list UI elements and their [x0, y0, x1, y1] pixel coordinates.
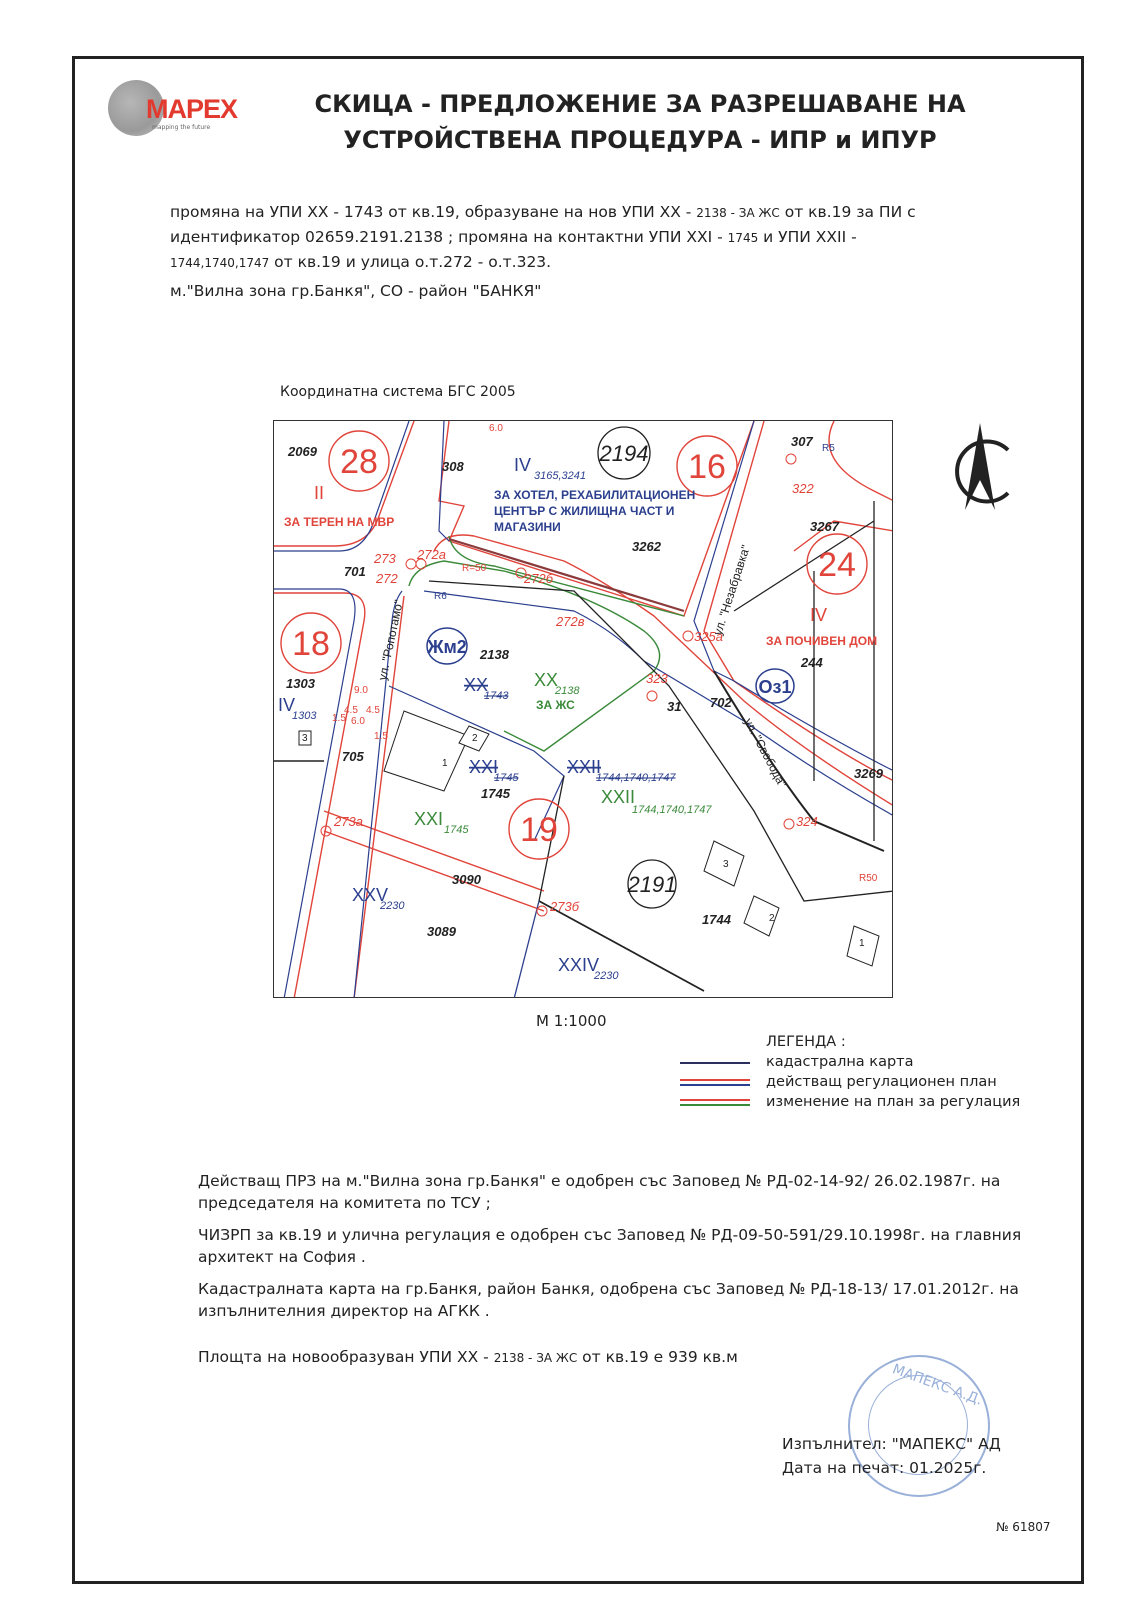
map-svg	[274, 421, 893, 998]
street-name: ул. "Незабравка"	[710, 543, 753, 637]
cadastre-line	[539, 901, 704, 991]
upi-use: ЗА ПОЧИВЕН ДОМ	[766, 634, 878, 648]
radius-label: R5	[822, 443, 835, 454]
note: Кадастралната карта на гр.Банкя, район Банкя, одобрена със Заповед № РД-18-13/ 17.01.2012г. на изпълнителния директор на АГКК .	[198, 1280, 1019, 1320]
dim-label: R=50	[462, 563, 487, 574]
upi-label: IV	[278, 695, 296, 715]
upi-sub: 2230	[380, 900, 405, 912]
building-number: 2	[472, 733, 478, 744]
upi-sub-old: 1743	[484, 690, 509, 702]
parcel-number: 244	[801, 655, 823, 670]
upi-use: ЗА ЖС	[536, 698, 575, 712]
dim-label: 4.5	[344, 705, 358, 716]
parcel-number: 3089	[427, 924, 456, 939]
upi-label: IV	[514, 455, 532, 475]
point-label: 324	[796, 814, 818, 829]
cadastral-map	[273, 420, 893, 998]
upi-sub-new: 2138	[555, 685, 580, 697]
parcel-number: 2069	[288, 444, 317, 459]
parcel-number: 308	[442, 459, 464, 474]
legend	[680, 1032, 1020, 1112]
upi-sub: 1303	[292, 710, 317, 722]
upi-label-old: XXII	[567, 757, 602, 777]
document-number: № 61807	[996, 1520, 1051, 1534]
logo-tagline: mapping the future	[152, 124, 211, 131]
point-label: 323	[646, 671, 668, 686]
dim-label: 1.5	[332, 713, 346, 724]
legend-item	[680, 1052, 1020, 1072]
dim-label: 1.5	[374, 731, 388, 742]
point-label: 273	[374, 551, 396, 566]
area-text: 2138 - ЗА ЖС	[493, 1351, 578, 1365]
street-name: ул. "Свобода"	[741, 715, 790, 790]
point-marker	[647, 691, 657, 701]
area-statement	[198, 1348, 738, 1366]
area-text: от кв.19 е 939 кв.м	[577, 1348, 738, 1366]
dim-label: 4.5	[366, 705, 380, 716]
intro-text: 1745	[727, 231, 759, 245]
intro-text: 1744,1740,1747	[170, 256, 270, 270]
cadastre-number: 2194	[599, 441, 649, 466]
point-label: 272	[376, 571, 398, 586]
intro-text: 2138 - ЗА ЖС	[696, 206, 780, 220]
upi-label: IV	[810, 605, 828, 625]
upi-sub-new: 1744,1740,1747	[632, 804, 712, 816]
parcel-number: 1744	[702, 912, 731, 927]
point-label: 273б	[550, 899, 580, 914]
legend-label: кадастрална карта	[766, 1054, 914, 1070]
green-line	[504, 671, 654, 751]
dim-label: R50	[859, 873, 878, 884]
parcel-number: 3267	[810, 519, 839, 534]
executor-info	[782, 1432, 1001, 1480]
street-line	[829, 421, 893, 501]
approval-notes	[198, 1170, 1078, 1332]
zone-label: Оз1	[758, 677, 792, 697]
building-number: 3	[302, 733, 308, 744]
upi-use: ЦЕНТЪР С ЖИЛИЩНА ЧАСТ И	[494, 504, 675, 518]
print-date: Дата на печат: 01.2025г.	[782, 1459, 987, 1477]
intro-text: идентификатор 02659.2191.2138 ; промяна на контактни УПИ ХХI -	[170, 228, 728, 246]
title-line-2: УСТРОЙСТВЕНА ПРОЦЕДУРА - ИПР и ИПУР	[343, 126, 937, 154]
parcel-number: 3262	[632, 539, 661, 554]
upi-use: ЗА ТЕРЕН НА МВР	[284, 515, 395, 529]
point-label: 272в	[556, 614, 585, 629]
parcel-number: 1303	[286, 676, 315, 691]
legend-item	[680, 1092, 1020, 1112]
point-label: 272а	[417, 547, 446, 562]
legend-label: действащ регулационен план	[766, 1074, 997, 1090]
upi-label-new: XXII	[601, 787, 636, 807]
legend-swatch	[680, 1057, 750, 1067]
radius-label: R6	[434, 591, 447, 602]
legend-title: ЛЕГЕНДА :	[766, 1034, 846, 1050]
note: Действащ ПРЗ на м."Вилна зона гр.Банкя" е одобрен със Заповед № РД-02-14-92/ 26.02.1987г. на председателя на комитета по ТСУ ;	[198, 1172, 1001, 1212]
parcel-number: 3269	[854, 766, 883, 781]
upi-use: ЗА ХОТЕЛ, РЕХАБИЛИТАЦИОНЕН	[494, 488, 696, 502]
map-scale: М 1:1000	[536, 1012, 607, 1030]
dim-label: 6.0	[489, 423, 503, 434]
dim-label: 6.0	[351, 716, 365, 727]
cadastre-lines	[274, 501, 893, 998]
upi-sub-old: 1745	[494, 772, 519, 784]
block-number: 24	[818, 546, 856, 584]
note: ЧИЗРП за кв.19 и улична регулация е одобрен със Заповед № РД-09-50-591/29.10.1998г. на главния архитект на София .	[198, 1226, 1022, 1266]
point-marker	[786, 454, 796, 464]
point-label: 325а	[694, 629, 723, 644]
upi-label-new: XXI	[414, 809, 444, 829]
intro-text: и УПИ ХХII -	[758, 228, 857, 246]
block-number: 16	[688, 448, 726, 486]
zone-label: Жм2	[427, 637, 467, 657]
title-line-1: СКИЦА - ПРЕДЛОЖЕНИЕ ЗА РАЗРЕШАВАНЕ НА	[314, 90, 966, 118]
area-text: Площта на новообразуван УПИ ХХ -	[198, 1348, 494, 1366]
building-number: 2	[769, 913, 775, 924]
upi-label-old: XXI	[469, 757, 499, 777]
executor-line: Изпълнител: "МАПЕКС" АД	[782, 1435, 1001, 1453]
upi-label: XXV	[352, 885, 389, 905]
block-number: 28	[340, 443, 378, 481]
cadastre-number: 2191	[627, 872, 677, 897]
street-name: ул. "Ропотамо"	[375, 598, 406, 682]
parcel-number: 2138	[480, 647, 509, 662]
building-1	[384, 711, 469, 791]
legend-item	[680, 1072, 1020, 1092]
north-arrow-icon	[940, 415, 1020, 515]
upi-use: МАГАЗИНИ	[494, 520, 561, 534]
parcel-number: 3090	[452, 872, 481, 887]
stamp-text: МАПЕКС А.Д.	[890, 1361, 985, 1409]
point-label: 273а	[334, 814, 363, 829]
intro-text: от кв.19 за ПИ с	[779, 203, 916, 221]
parcel-number: 307	[791, 434, 813, 449]
page-title	[280, 86, 1000, 158]
point-marker	[406, 559, 416, 569]
parcel-number: 705	[342, 749, 364, 764]
upi-sub-old: 1744,1740,1747	[596, 772, 676, 784]
point-marker	[784, 819, 794, 829]
parcel-number: 31	[667, 699, 682, 714]
dim-label: 9.0	[354, 685, 368, 696]
point-label: 322	[792, 481, 814, 496]
parcel-number: 1745	[481, 786, 510, 801]
locality: м."Вилна зона гр.Банкя", СО - район "БАНКЯ"	[170, 282, 542, 300]
upi-label: II	[314, 483, 325, 503]
intro-text: промяна на УПИ ХХ - 1743 от кв.19, образуване на нов УПИ ХХ -	[170, 203, 697, 221]
point-label: 272б	[524, 571, 554, 586]
legend-swatch	[680, 1097, 750, 1107]
point-marker	[683, 631, 693, 641]
building-number: 1	[859, 938, 865, 949]
upi-label: XXIV	[558, 955, 600, 975]
upi-label-old: XX	[464, 675, 489, 695]
cadastre-line	[514, 901, 539, 998]
intro-paragraph	[170, 200, 1070, 275]
legend-label: изменение на план за регулация	[766, 1094, 1021, 1110]
upi-label-new: XX	[534, 670, 559, 690]
building-number: 3	[723, 859, 729, 870]
parcel-number: 701	[344, 564, 366, 579]
block-number: 19	[520, 811, 558, 849]
upi-sub: 2230	[594, 970, 619, 982]
street-line	[439, 421, 449, 541]
intro-text: от кв.19 и улица о.т.272 - о.т.323.	[269, 253, 552, 271]
upi-sub-new: 1745	[444, 824, 469, 836]
coordinate-system: Координатна система БГС 2005	[280, 384, 516, 400]
upi-sub: 3165,3241	[534, 470, 586, 482]
parcel-number: 702	[710, 695, 732, 710]
building-number: 1	[442, 758, 448, 769]
block-number: 18	[292, 625, 330, 663]
logo-text: MAPEX	[146, 94, 238, 124]
legend-swatch	[680, 1077, 750, 1087]
mapex-logo	[108, 80, 248, 138]
